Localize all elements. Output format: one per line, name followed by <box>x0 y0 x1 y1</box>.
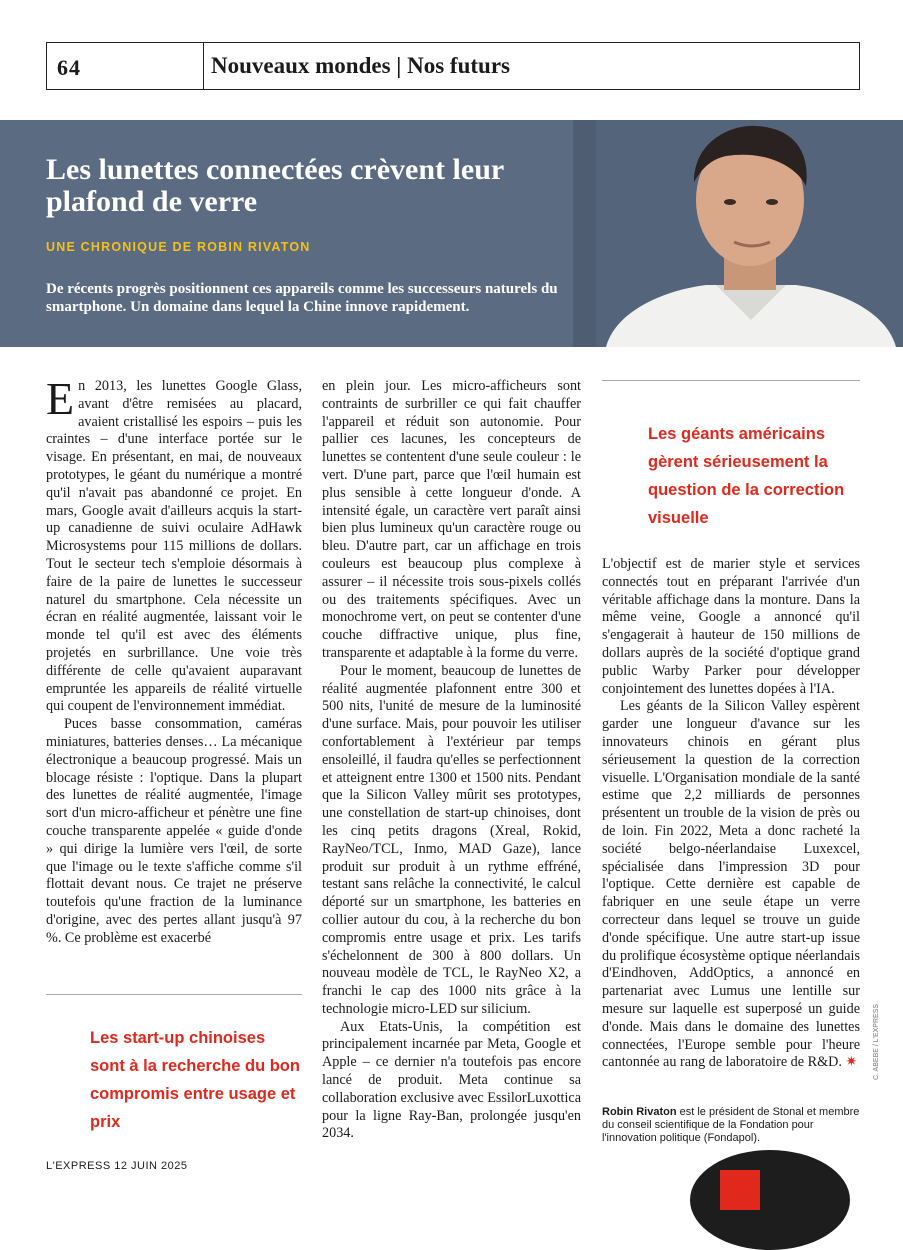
page-header <box>46 42 860 90</box>
author-portrait <box>596 120 903 347</box>
publication-name: L'EXPRESS <box>46 1160 111 1172</box>
logo-mark <box>720 1170 760 1210</box>
bio-text: est le président de Stonal et membre du conseil scientifique de la Fondation pour l'innovation politique (Fondapol). <box>602 1106 860 1144</box>
byline-kicker: UNE CHRONIQUE DE ROBIN RIVATON <box>46 240 311 254</box>
paragraph <box>602 698 860 1072</box>
paragraph: L'objectif est de marier style et services connectés tout en préparant l'arrivée d'un véritable affichage dans la monture. Dans la même veine, Google a annoncé qu'il s'engagerait à hauteur de 150 millions de dollars auprès de la société d'optique grand public Warby Parker pour développer conjointement des lunettes dopées à l'IA. <box>602 556 860 697</box>
pullquote-rule <box>46 994 302 995</box>
article-title: Les lunettes connectées crèvent leur plafond de verre <box>46 153 504 218</box>
paragraph <box>46 373 302 716</box>
paragraph-text: Les géants de la Silicon Valley espèrent garder une longueur d'avance sur les innovateurs chinois en gérant plus sérieusement la question de la correction visuelle. L'Organisation mondiale de la santé estime que 2,2 milliards de personnes présentent un trouble de la vision de près ou de loin. Fin 2022, Meta a donc racheté la société belgo-néerlandaise Luxexcel, spécialisée dans l'impression 3D pour l'optique. Cette dernière est capable de fabriquer en une seule étape un verre correcteur dans lequel se trouve un guide d'onde spécifique. Une autre start-up issue du prolifique écosystème optique néerlandais d'Eindhoven, AddOptics, a annoncé en partenariat avec Lumus une lentille sur mesure sur laquelle est superposé un guide d'onde. Mais dans le domaine des lunettes connectées, l'Europe semble pour l'heure cantonnée au rang de laboratoire de R&D. <box>602 698 860 1071</box>
article-column-1 <box>46 373 302 948</box>
page-number: 64 <box>57 55 81 80</box>
paragraph: Aux Etats-Unis, la compétition est principalement incarnée par Meta, Google et Apple – ce dernier n'a toutefois pas encore lancé de produit. Meta continue sa collaboration exclusive avec EssilorLuxottica pour la ligne Ray-Ban, prolongée jusqu'en 2034. <box>322 1018 581 1142</box>
photo-credit: C. ABEBE / L'EXPRESS <box>873 1003 880 1080</box>
header-divider <box>203 43 204 89</box>
author-bio <box>602 1106 860 1145</box>
article-column-3 <box>602 556 860 1072</box>
section-title: Nouveaux mondes | Nos futurs <box>211 53 510 78</box>
paragraph-text: n 2013, les lunettes Google Glass, avant d'être remisées au placard, avaient cristallisé les espoirs – puis les craintes – d'une interface portée sur le visage. En présentant, en mai, de nouveaux prototypes, le géant du numérique a montré qu'il n'avait pas abandonné ce projet. En mars, Google avait d'ailleurs acquis la start-up canadienne de suivi oculaire AdHawk Microsystems pour 115 millions de dollars. Tout le secteur tech s'emploie désormais à faire de la paire de lunettes le successeur naturel du smartphone. Cela nécessite un écran en réalité augmentée, laissant voir le monde tel qu'il est avec des éléments projetés en surbrillance. Une voie très différente de celle qu'avaient auparavant empruntée les appareils de réalité virtuelle qui coupent de l'environnement immédiat. <box>46 378 302 715</box>
drop-cap: E <box>46 373 75 424</box>
paragraph: en plein jour. Les micro-afficheurs sont contraints de surbriller ce qui fait chauffer l'appareil et réduit son autonomie. Pour pallier ces lacunes, les concepteurs de lunettes se contentent d'une seule couleur : le vert. D'une part, parce que l'œil humain est plus sensible à cette longueur d'onde. A intensité égale, un caractère vert paraît ainsi bien plus lumineux qu'un caractère rouge ou bleu. D'autre part, car un affichage en trois couleurs est beaucoup plus complexe à assurer – il nécessite trois sous-pixels collés ou des traitements spécifiques. Avec un monochrome vert, on peut se contenter d'une couche diffractive unique, plus fine, transparente et adaptable à la forme du verre. <box>322 378 581 661</box>
pullquote-rule <box>602 380 860 381</box>
paragraph: Pour le moment, beaucoup de lunettes de réalité augmentée plafonnent entre 300 et 500 nits, l'unité de mesure de la luminosité d'une surface. Mais, pour pouvoir les utiliser confortablement à l'extérieur par temps ensoleillé, il faudra qu'elles se perfectionnent et atteignent entre 1300 et 1500 nits. Pendant que la Silicon Valley mûrit ses prototypes, une constellation de start-up chinoises, dont les cinq petits dragons (Xreal, Rokid, RayNeo/TCL, Inmo, MAD Gaze), lance produit sur produit à un rythme effréné, testant sans relâche la connectivité, le calcul déporté sur un smartphone, les batteries en collier autour du cou, à la recherche du bon compromis entre usage et prix. Les tarifs s'échelonnent de 300 à 800 dollars. Un nouveau modèle de TCL, le RayNeo X2, a franchi le cap des 1000 nits grâce à la technologie micro-LED sur silicium. <box>322 662 581 1017</box>
end-mark: ✷ <box>845 1054 858 1071</box>
hero-banner <box>0 120 903 347</box>
issue-date: 12 JUIN 2025 <box>114 1160 188 1172</box>
pullquote-right: Les géants américains gèrent sérieusement la question de la correction visuelle <box>648 425 845 527</box>
author-name: Robin Rivaton <box>602 1106 677 1118</box>
pullquote-left: Les start-up chinoises sont à la recherche du bon compromis entre usage et prix <box>90 1029 300 1131</box>
article-lead: De récents progrès positionnent ces appareils comme les successeurs naturels du smartphone. Un domaine dans lequel la Chine innove rapidement. <box>46 281 558 315</box>
page-corner-logo <box>690 1150 850 1250</box>
article-column-2 <box>322 378 581 1143</box>
paragraph: Puces basse consommation, caméras miniatures, batteries denses… La mécanique électronique a beaucoup progressé. Mais un blocage résiste : l'optique. Dans la plupart des lunettes de réalité augmentée, l'image sort d'un micro-afficheur et pénètre une fine couche transparente appelée « guide d'onde » qui dirige la lumière vers l'œil, de sorte que l'image ou le texte s'affiche comme s'il flottait devant nous. Ce trajet ne préserve toutefois qu'une fraction de la luminance d'origine, avec des pertes allant jusqu'à 97 %. Ce problème est exacerbé <box>46 716 302 946</box>
page-footer <box>46 1160 188 1172</box>
